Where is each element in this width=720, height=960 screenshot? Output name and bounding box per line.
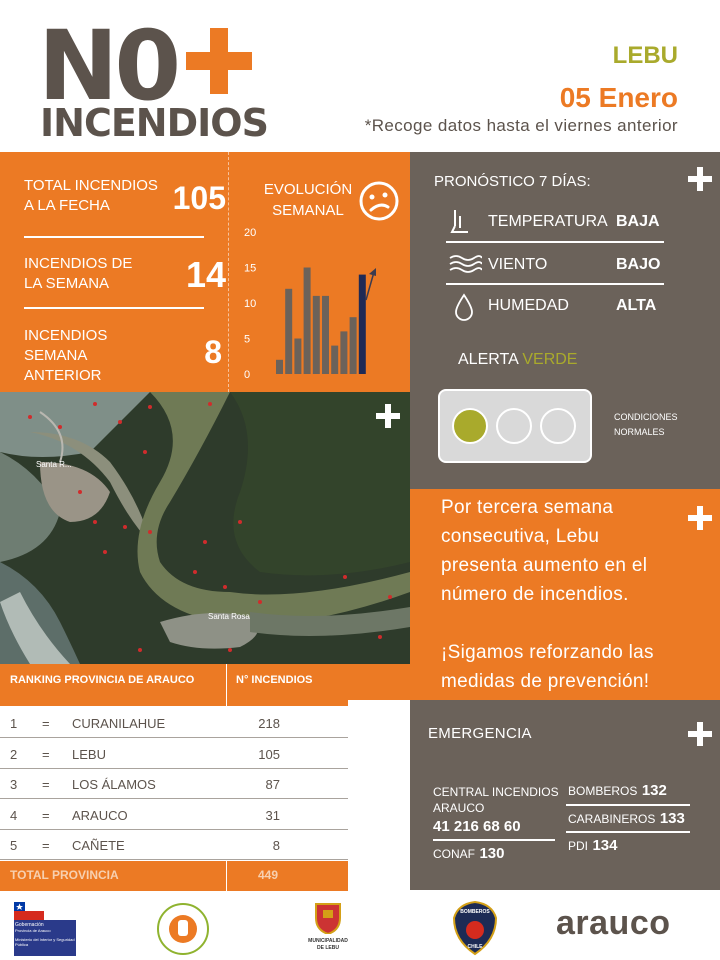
table-row [0, 769, 348, 799]
bomberos-logo-line-1: BOMBEROS [460, 909, 490, 915]
carabineros-label: CARABINEROS [568, 812, 656, 826]
conditions-line-2: NORMALES [614, 427, 665, 437]
pdi-label: PDI [568, 839, 589, 853]
map-image [0, 392, 410, 664]
arauco-logo: arauco [556, 904, 671, 942]
ranking-total-value: 449 [258, 868, 279, 882]
emergency-divider [566, 804, 690, 806]
satellite-map [0, 392, 410, 664]
wind-icon [448, 253, 482, 275]
gobernacion-line-1: Gobernación [15, 922, 44, 928]
evolution-label-line-1: EVOLUCIÓN [263, 181, 353, 198]
conaf-contact [433, 845, 504, 861]
traffic-light-yellow [496, 408, 532, 444]
total-label-line-2: A LA FECHA [24, 197, 110, 214]
thermometer-icon [450, 208, 470, 234]
gobernacion-line-2: Provincia de Arauco [15, 928, 51, 933]
emergency-panel [410, 700, 720, 890]
separator [24, 236, 204, 238]
week-value: 14 [185, 254, 226, 295]
city-name: LEBU [612, 42, 678, 69]
bomberos-number: 132 [641, 782, 667, 799]
rank-province-name: LOS ÁLAMOS [72, 777, 156, 792]
chart-bar [285, 289, 292, 374]
data-note: *Recoge datos hasta el viernes anterior [364, 116, 678, 135]
plus-icon [376, 404, 400, 428]
alert-prefix: ALERTA [458, 351, 518, 368]
prev-label-line-1: INCENDIOS [24, 327, 108, 344]
table-row [0, 708, 348, 738]
week-label [24, 254, 132, 294]
total-label-line-1: TOTAL INCENDIOS [24, 177, 158, 194]
rank-count: 87 [265, 777, 280, 792]
trend-arrow-line [366, 272, 374, 300]
evolution-label [260, 179, 356, 221]
message-line-3: presenta aumento en el [441, 555, 648, 576]
bomberos-contact [568, 782, 667, 800]
message-panel [410, 489, 720, 700]
trend-arrow-head [369, 268, 376, 276]
emergency-title: EMERGENCIA [428, 725, 532, 742]
central-label [433, 784, 559, 816]
forecast-divider [446, 283, 664, 285]
conaf-number: 130 [479, 845, 505, 861]
rank-position: 3 [10, 777, 18, 792]
stats-panel [0, 152, 410, 392]
week-label-line-2: LA SEMANA [24, 275, 110, 292]
forecast-temp-label: TEMPERATURA [488, 213, 608, 230]
chart-bar [331, 346, 338, 374]
gobernacion-logo [14, 902, 76, 956]
rank-province-name: CAÑETE [72, 838, 125, 853]
message-text [441, 493, 691, 696]
ranking-total [0, 861, 348, 891]
rank-trend: = [42, 716, 50, 731]
message-spacer [441, 609, 691, 638]
gobernacion-text-box [14, 920, 76, 956]
y-tick-label: 20 [244, 227, 257, 239]
red-prevencion-logo [156, 902, 210, 956]
report-date: 05 Enero [559, 82, 678, 113]
chart-bar [350, 317, 357, 374]
central-label-line-2: ARAUCO [433, 801, 485, 815]
rank-trend: = [42, 838, 50, 853]
carabineros-contact [568, 810, 685, 828]
logo-plus-icon [186, 28, 252, 94]
rank-count: 31 [265, 807, 280, 823]
bomberos-logo-line-2: CHILE [467, 944, 483, 950]
y-tick-label: 10 [244, 298, 257, 310]
conditions-line-1: CONDICIONES [614, 412, 678, 422]
chart-bar [340, 331, 347, 374]
hand-stop-icon [156, 902, 210, 956]
rank-trend: = [42, 777, 50, 792]
conditions-text [614, 410, 678, 440]
chart-bar [322, 296, 329, 374]
table-row [0, 800, 348, 830]
central-number: 41 216 68 60 [433, 818, 521, 835]
rank-count: 8 [272, 838, 280, 853]
central-label-line-1: CENTRAL INCENDIOS [433, 785, 559, 799]
rank-trend: = [42, 746, 50, 762]
conaf-label: CONAF [433, 847, 475, 861]
rank-province-name: ARAUCO [72, 807, 128, 823]
alert-level: VERDE [522, 351, 578, 368]
prev-label [24, 326, 107, 386]
separator [24, 307, 204, 309]
plus-icon [370, 718, 394, 742]
table-row [0, 739, 348, 769]
emergency-divider [433, 839, 555, 841]
message-line-4: número de incendios. [441, 584, 629, 605]
message-line-5: ¡Sigamos reforzando las [441, 642, 654, 663]
forecast-wind-label: VIENTO [488, 256, 548, 273]
ranking-header [0, 664, 348, 706]
message-line-1: Por tercera semana [441, 497, 614, 518]
forecast-wind-value: BAJO [616, 256, 661, 273]
traffic-light-green [452, 408, 488, 444]
drop-icon [454, 293, 474, 321]
rank-province-name: CURANILAHUE [72, 716, 166, 731]
logo-incendios: INCENDIOS [40, 101, 268, 145]
orange-connector [348, 664, 410, 700]
municipalidad-line-1: MUNICIPALIDAD [308, 938, 348, 944]
forecast-humidity-label: HUMEDAD [488, 297, 569, 314]
logo-no: N0 [38, 10, 178, 122]
forecast-panel [410, 152, 720, 489]
forecast-divider [446, 241, 664, 243]
y-tick-label: 0 [244, 369, 251, 381]
chart-bar [313, 296, 320, 374]
forecast-temp-value: BAJA [616, 213, 660, 230]
y-tick-label: 5 [244, 333, 251, 346]
header-divider [226, 664, 227, 706]
rank-trend: = [42, 807, 50, 823]
rank-count: 218 [258, 716, 280, 731]
ranking-header-name: RANKING PROVINCIA DE ARAUCO [10, 674, 195, 686]
traffic-light [438, 389, 592, 463]
forecast-humidity-value: ALTA [616, 297, 657, 314]
emergency-divider [566, 831, 690, 833]
ranking-total-label: TOTAL PROVINCIA [10, 868, 119, 882]
plus-icon [688, 722, 712, 746]
municipalidad-line-2: DE LEBU [317, 945, 339, 951]
rank-count: 105 [258, 746, 280, 762]
prev-value: 8 [204, 334, 222, 370]
plus-icon [688, 506, 712, 530]
chart-bar [294, 339, 301, 375]
carabineros-number: 133 [659, 810, 685, 827]
evolution-label-line-2: SEMANAL [272, 202, 344, 219]
chart-bar [276, 360, 283, 374]
alert-label [458, 351, 577, 369]
traffic-light-red [540, 408, 576, 444]
chart-bar [359, 275, 366, 374]
total-divider [226, 861, 227, 891]
chart-bar [304, 268, 311, 375]
pdi-contact [568, 837, 618, 855]
y-tick-label: 15 [244, 262, 257, 275]
rank-position: 5 [10, 838, 18, 853]
coat-of-arms-icon [314, 900, 342, 934]
prev-label-line-3: ANTERIOR [24, 367, 102, 384]
bomberos-label: BOMBEROS [568, 784, 638, 798]
municipalidad-logo [300, 900, 356, 958]
dashed-divider [228, 152, 229, 392]
plus-icon [688, 167, 712, 191]
bomberos-chile-logo [452, 900, 498, 956]
rank-position: 1 [10, 716, 18, 731]
map-label-santa-r: Santa R... [36, 460, 72, 469]
gobernacion-line-3: Ministerio del Interior y Seguridad Pública [15, 937, 75, 947]
total-label [24, 176, 158, 216]
message-line-2: consecutiva, Lebu [441, 526, 600, 547]
message-line-6: medidas de prevención! [441, 671, 650, 692]
weekly-evolution-chart [238, 224, 398, 382]
chile-flag-icon [14, 902, 44, 920]
prev-label-line-2: SEMANA [24, 347, 88, 364]
pdi-number: 134 [592, 837, 618, 854]
rank-position: 2 [10, 746, 18, 762]
rank-province-name: LEBU [72, 746, 106, 762]
sad-face-icon [358, 180, 400, 222]
rank-position: 4 [10, 807, 18, 823]
week-label-line-1: INCENDIOS DE [24, 255, 133, 272]
map-label-santa-rosa: Santa Rosa [208, 612, 250, 621]
table-row [0, 830, 348, 860]
total-value: 105 [172, 180, 226, 216]
ranking-header-count: N° INCENDIOS [236, 674, 313, 686]
forecast-title: PRONÓSTICO 7 DÍAS: [434, 173, 591, 190]
